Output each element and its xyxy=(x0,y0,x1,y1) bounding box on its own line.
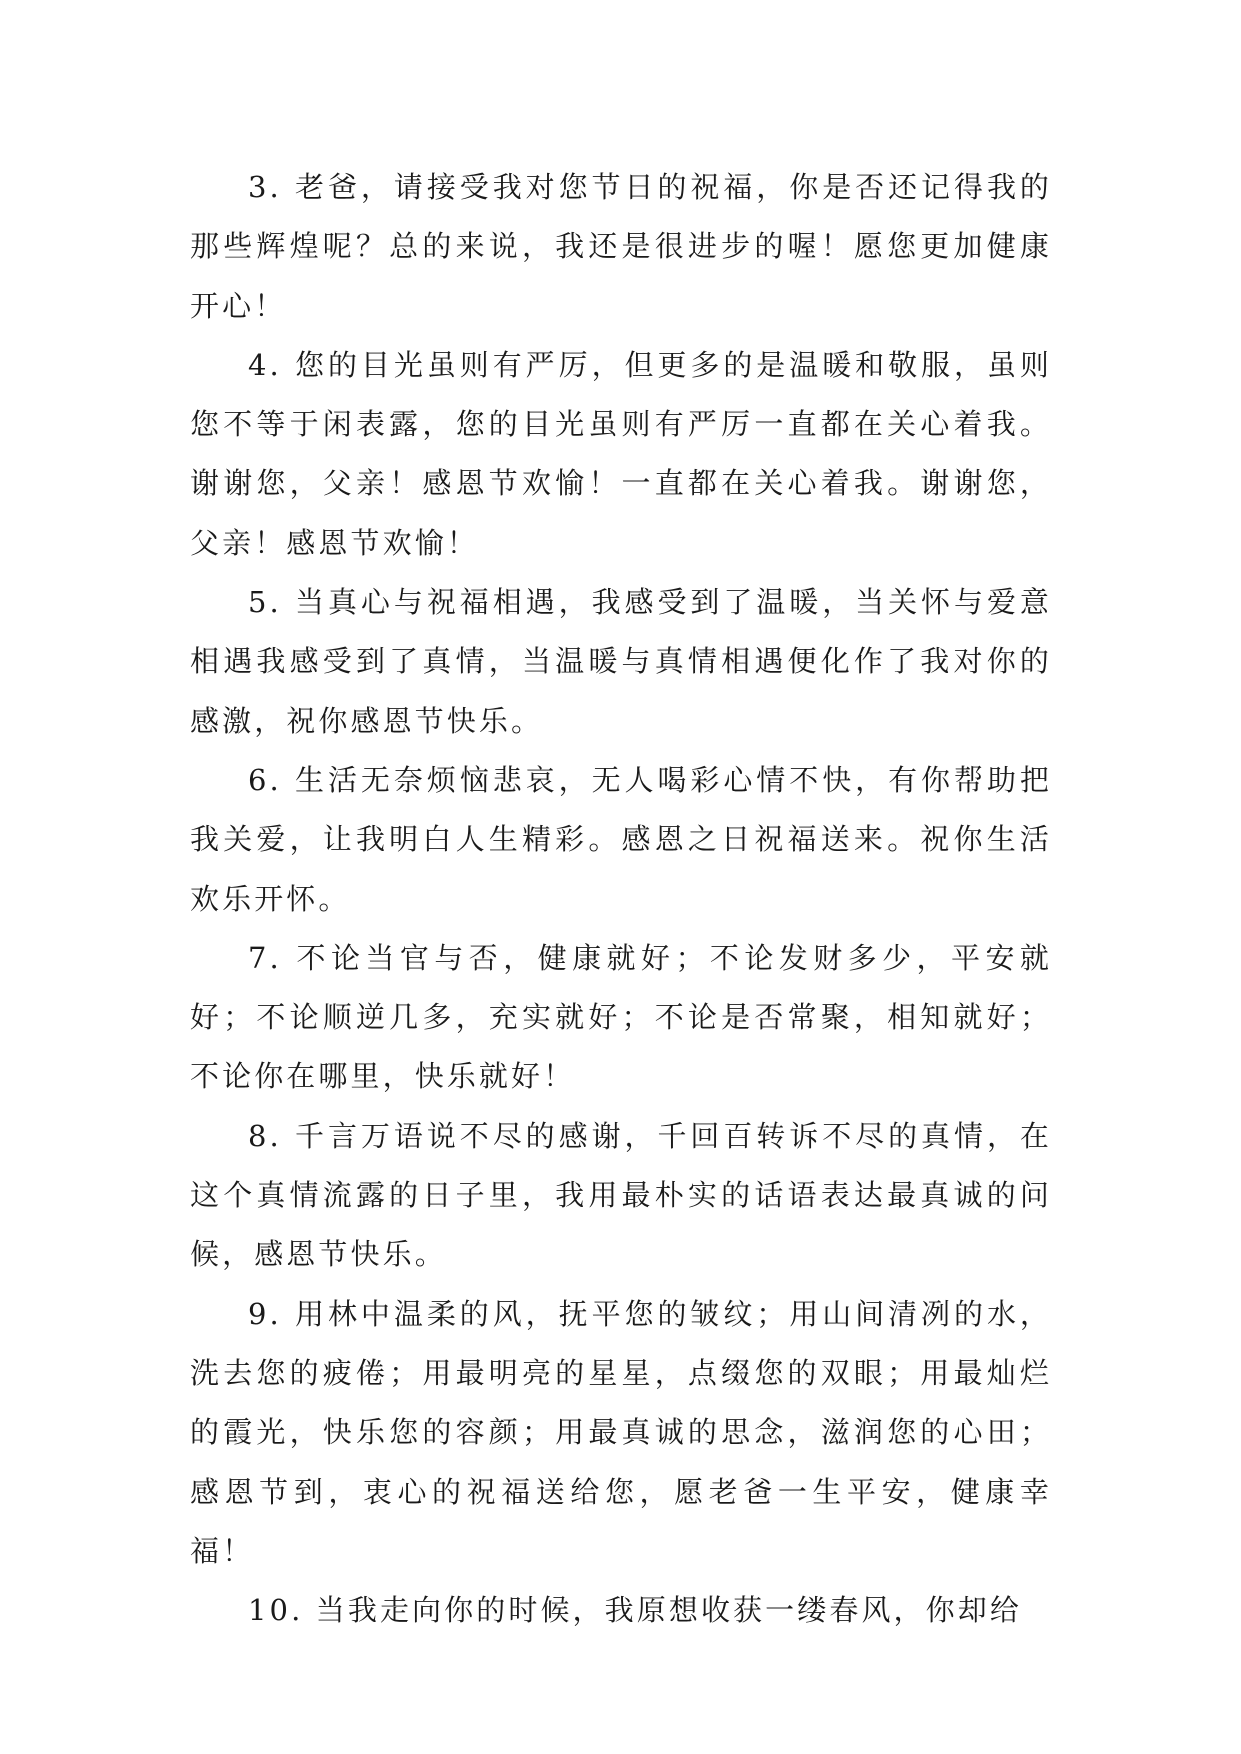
paragraph-9: 9. 用林中温柔的风，抚平您的皱纹；用山间清冽的水，洗去您的疲倦；用最明亮的星星，点缀您的双眼；用最灿烂的霞光，快乐您的容颜；用最真诚的思念，滋润您的心田；感恩节到，衷心的祝福送给您，愿老爸一生平安，健康幸福！ xyxy=(190,1296,1052,1568)
paragraph-5: 5. 当真心与祝福相遇，我感受到了温暖，当关怀与爱意相遇我感受到了真情，当温暖与真情相遇便化作了我对你的感激，祝你感恩节快乐。 xyxy=(190,585,1052,738)
paragraph-8: 8. 千言万语说不尽的感谢，千回百转诉不尽的真情，在这个真情流露的日子里，我用最朴实的话语表达最真诚的问候，感恩节快乐。 xyxy=(190,1118,1052,1272)
paragraph-3: 3. 老爸，请接受我对您节日的祝福，你是否还记得我的那些辉煌呢？总的来说，我还是很进步的喔！愿您更加健康开心！ xyxy=(190,170,1052,323)
paragraph-7: 7. 不论当官与否，健康就好；不论发财多少，平安就好；不论顺逆几多，充实就好；不论是否常聚，相知就好；不论你在哪里，快乐就好！ xyxy=(190,940,1052,1094)
document-body xyxy=(190,158,1052,1640)
paragraph-10: 10. 当我走向你的时候，我原想收获一缕春风，你却给 xyxy=(248,1593,1022,1628)
paragraph-6: 6. 生活无奈烦恼悲哀，无人喝彩心情不快，有你帮助把我关爱，让我明白人生精彩。感恩之日祝福送来。祝你生活欢乐开怀。 xyxy=(190,762,1052,916)
paragraph-4: 4. 您的目光虽则有严厉，但更多的是温暖和敬服，虽则您不等于闲表露，您的目光虽则有严厉一直都在关心着我。谢谢您，父亲！感恩节欢愉！一直都在关心着我。谢谢您，父亲！感恩节欢愉！ xyxy=(190,347,1052,560)
